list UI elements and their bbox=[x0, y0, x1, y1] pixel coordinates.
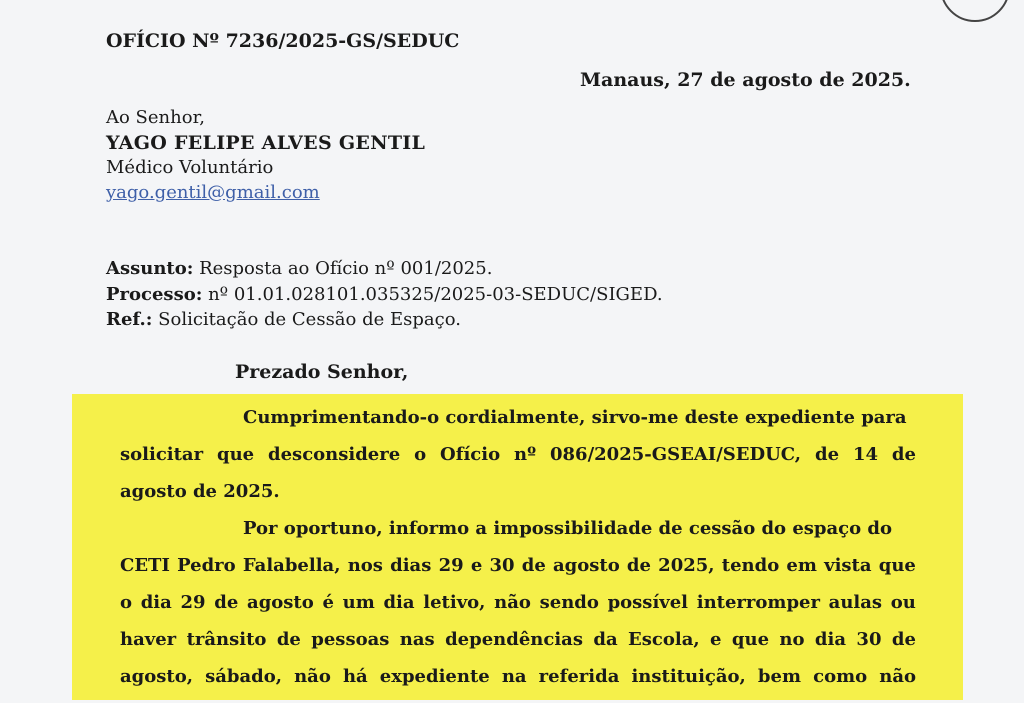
body-word: e bbox=[710, 629, 722, 650]
body-line-4: Por oportuno, informo a impossibilidade de cessão do espaço do bbox=[243, 518, 892, 539]
body-word: em bbox=[786, 555, 817, 576]
body-word: nos bbox=[347, 555, 383, 576]
body-word: Escola, bbox=[628, 629, 700, 650]
assunto-label: Assunto: bbox=[106, 258, 194, 279]
body-word: o bbox=[414, 444, 427, 465]
body-word: dia bbox=[383, 592, 415, 613]
ref-line bbox=[106, 308, 461, 332]
body-word: de bbox=[626, 555, 651, 576]
body-word: não bbox=[294, 666, 331, 687]
recipient-role: Médico Voluntário bbox=[106, 157, 274, 178]
body-word: trânsito bbox=[186, 629, 267, 650]
body-word: e bbox=[470, 555, 483, 576]
body-word: de bbox=[214, 592, 239, 613]
body-word: dia bbox=[814, 629, 847, 650]
body-word: na bbox=[501, 666, 527, 687]
body-word: bem bbox=[757, 666, 802, 687]
processo-line bbox=[106, 283, 663, 307]
body-word: no bbox=[779, 629, 805, 650]
salutation: Ao Senhor, bbox=[106, 107, 205, 128]
body-word: da bbox=[593, 629, 618, 650]
body-word: agosto bbox=[247, 592, 314, 613]
body-word: pessoas bbox=[311, 629, 390, 650]
body-word: Ofício bbox=[440, 444, 501, 465]
greeting: Prezado Senhor, bbox=[235, 361, 409, 383]
body-word: expediente bbox=[379, 666, 490, 687]
body-word: agosto bbox=[553, 555, 620, 576]
body-line-3: agosto de 2025. bbox=[120, 481, 280, 502]
highlighted-paragraphs bbox=[72, 394, 963, 700]
body-word: ou bbox=[890, 592, 916, 613]
body-word: CETI bbox=[120, 555, 170, 576]
body-word: instituição, bbox=[631, 666, 746, 687]
body-line-6 bbox=[120, 592, 916, 613]
body-line-5 bbox=[120, 555, 916, 576]
body-word: sábado, bbox=[205, 666, 282, 687]
body-word: como bbox=[813, 666, 868, 687]
body-word: é bbox=[322, 592, 334, 613]
body-word: que bbox=[731, 629, 770, 650]
body-word: 30 bbox=[489, 555, 515, 576]
ref-value: Solicitação de Cessão de Espaço. bbox=[152, 309, 461, 330]
body-line-7 bbox=[120, 629, 916, 650]
processo-label: Processo: bbox=[106, 284, 203, 305]
processo-value: nº 01.01.028101.035325/2025-03-SEDUC/SIGED. bbox=[202, 284, 663, 305]
body-word: que bbox=[878, 555, 916, 576]
body-word: não bbox=[879, 666, 916, 687]
body-word: haver bbox=[120, 629, 177, 650]
corner-stamp-circle bbox=[940, 0, 1010, 22]
body-word: o bbox=[120, 592, 133, 613]
body-word: 29 bbox=[438, 555, 464, 576]
body-word: nas bbox=[399, 629, 435, 650]
body-word: desconsidere bbox=[268, 444, 401, 465]
body-word: há bbox=[342, 666, 368, 687]
body-word: solicitar bbox=[120, 444, 204, 465]
body-word: dias bbox=[390, 555, 432, 576]
body-word: letivo, bbox=[423, 592, 486, 613]
body-word: agosto, bbox=[120, 666, 193, 687]
body-word: aulas bbox=[828, 592, 883, 613]
oficio-number: OFÍCIO Nº 7236/2025-GS/SEDUC bbox=[106, 30, 460, 52]
recipient-email-link[interactable]: yago.gentil@gmail.com bbox=[106, 182, 320, 203]
body-line-2 bbox=[120, 444, 916, 465]
body-word: tendo bbox=[721, 555, 780, 576]
assunto-value: Resposta ao Ofício nº 001/2025. bbox=[193, 258, 493, 279]
body-word: de bbox=[521, 555, 546, 576]
body-word: de bbox=[276, 629, 301, 650]
body-word: de bbox=[814, 444, 840, 465]
body-word: 086/2025-GSEAI/SEDUC, bbox=[550, 444, 802, 465]
body-word: referida bbox=[538, 666, 620, 687]
body-line-1: Cumprimentando-o cordialmente, sirvo-me deste expediente para bbox=[243, 407, 907, 428]
body-word: um bbox=[342, 592, 375, 613]
body-word: dependências bbox=[445, 629, 583, 650]
body-word: vista bbox=[824, 555, 872, 576]
body-word: de bbox=[891, 444, 916, 465]
assunto-line bbox=[106, 257, 492, 281]
recipient-name: YAGO FELIPE ALVES GENTIL bbox=[106, 132, 426, 154]
body-word: não bbox=[494, 592, 531, 613]
ref-label: Ref.: bbox=[106, 309, 153, 330]
body-word: de bbox=[891, 629, 916, 650]
body-word: 29 bbox=[180, 592, 206, 613]
body-word: que bbox=[216, 444, 255, 465]
body-word: 14 bbox=[852, 444, 878, 465]
body-line-8 bbox=[120, 666, 916, 687]
body-word: Falabella, bbox=[242, 555, 341, 576]
body-word: sendo bbox=[539, 592, 599, 613]
body-word: nº bbox=[514, 444, 537, 465]
body-word: 30 bbox=[856, 629, 882, 650]
body-word: possível bbox=[607, 592, 689, 613]
body-word: interromper bbox=[696, 592, 820, 613]
body-word: 2025, bbox=[658, 555, 715, 576]
date-line: Manaus, 27 de agosto de 2025. bbox=[580, 69, 911, 91]
body-word: Pedro bbox=[177, 555, 236, 576]
body-word: dia bbox=[140, 592, 172, 613]
